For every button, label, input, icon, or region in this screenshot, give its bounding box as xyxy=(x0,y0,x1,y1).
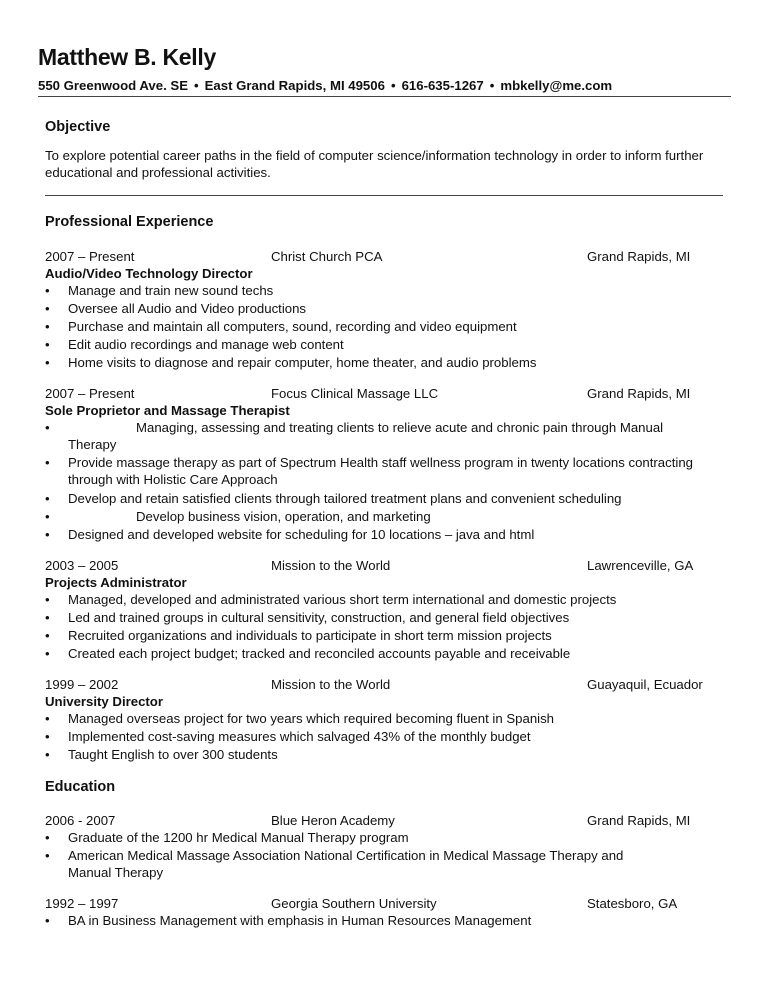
education-school: Blue Heron Academy xyxy=(271,813,395,828)
list-item: • American Medical Massage Association National Certification in Medical Massage Therapy and Manual Therapy xyxy=(45,847,658,881)
list-item: • Recruited organizations and individuals to participate in short term mission projects xyxy=(45,627,745,644)
education-location: Grand Rapids, MI xyxy=(587,813,691,828)
job-entry xyxy=(45,676,745,763)
job-location: Guayaquil, Ecuador xyxy=(587,677,703,693)
list-item: • Graduate of the 1200 hr Medical Manual Therapy program xyxy=(45,829,745,846)
list-item: • Edit audio recordings and manage web content xyxy=(45,336,745,353)
list-item: • BA in Business Management with emphasis in Human Resources Management xyxy=(45,912,745,929)
bullet-separator: • xyxy=(390,78,396,93)
section-title-objective: Objective xyxy=(45,119,111,135)
job-header xyxy=(45,248,745,265)
header-divider xyxy=(38,96,731,97)
job-location: Grand Rapids, MI xyxy=(587,249,691,264)
job-bullets xyxy=(45,591,745,662)
list-item: • Manage and train new sound techs xyxy=(45,282,745,299)
job-bullets xyxy=(45,419,745,542)
section-title-experience: Professional Experience xyxy=(45,214,214,230)
job-entry xyxy=(45,385,745,542)
education-bullets xyxy=(45,829,745,881)
objective-divider xyxy=(45,195,723,196)
job-header xyxy=(45,557,745,574)
job-organization: Mission to the World xyxy=(271,677,391,693)
applicant-name: Matthew B. Kelly xyxy=(38,44,216,70)
job-location: Lawrenceville, GA xyxy=(587,557,694,573)
job-dates: 1999 – 2002 xyxy=(45,677,119,693)
job-title: Audio/Video Technology Director xyxy=(45,266,253,281)
list-item: • Managed, developed and administrated various short term international and domestic projects xyxy=(45,591,745,608)
job-organization: Mission to the World xyxy=(271,557,391,573)
job-header xyxy=(45,676,745,693)
job-dates: 2003 – 2005 xyxy=(45,557,119,573)
education-entry xyxy=(45,812,745,881)
list-item: • Managing, assessing and treating clients to relieve acute and chronic pain through Manual Therapy xyxy=(45,419,708,453)
list-item: • Provide massage therapy as part of Spectrum Health staff wellness program in twenty locations contracting through with Holistic Care Approach xyxy=(45,454,728,488)
section-title-education: Education xyxy=(45,779,116,795)
list-item: • Implemented cost-saving measures which salvaged 43% of the monthly budget xyxy=(45,728,745,745)
objective-text: To explore potential career paths in the field of computer science/information technology in order to inform further educational and professional activities. xyxy=(45,148,704,180)
experience-section xyxy=(45,214,745,764)
contact-email[interactable]: mbkelly@me.com xyxy=(500,78,613,93)
contact-line xyxy=(38,78,612,93)
list-item: • Home visits to diagnose and repair computer, home theater, and audio problems xyxy=(45,354,745,371)
education-location: Statesboro, GA xyxy=(587,896,678,912)
list-item: • Created each project budget; tracked and reconciled accounts payable and receivable xyxy=(45,645,745,662)
job-title: Sole Proprietor and Massage Therapist xyxy=(45,403,290,419)
job-header xyxy=(45,385,745,402)
education-dates: 1992 – 1997 xyxy=(45,896,119,912)
job-title: Projects Administrator xyxy=(45,574,187,590)
job-organization: Focus Clinical Massage LLC xyxy=(271,386,439,402)
education-header xyxy=(45,812,745,829)
job-title: University Director xyxy=(45,694,163,710)
job-dates: 2007 – Present xyxy=(45,386,135,402)
list-item: • Managed overseas project for two years which required becoming fluent in Spanish xyxy=(45,710,745,727)
bullet-separator: • xyxy=(489,78,495,93)
education-section xyxy=(45,779,745,930)
contact-city: East Grand Rapids, MI 49506 xyxy=(204,78,385,93)
job-organization: Christ Church PCA xyxy=(271,249,383,264)
job-bullets xyxy=(45,282,745,371)
list-item: • Designed and developed website for scheduling for 10 locations – java and html xyxy=(45,526,745,543)
list-item: • Led and trained groups in cultural sensitivity, construction, and general field objectives xyxy=(45,609,745,626)
objective-section xyxy=(45,119,745,181)
contact-address: 550 Greenwood Ave. SE xyxy=(38,78,189,93)
list-item: • Oversee all Audio and Video productions xyxy=(45,300,745,317)
education-bullets xyxy=(45,912,745,929)
bullet-separator: • xyxy=(194,78,199,93)
contact-phone: 616-635-1267 xyxy=(401,78,484,93)
list-item: • Taught English to over 300 students xyxy=(45,746,745,763)
education-header xyxy=(45,895,745,912)
list-item: • Purchase and maintain all computers, sound, recording and video equipment xyxy=(45,318,745,335)
education-school: Georgia Southern University xyxy=(271,896,437,912)
job-entry xyxy=(45,248,745,371)
education-dates: 2006 - 2007 xyxy=(45,813,116,828)
job-bullets xyxy=(45,710,745,763)
job-dates: 2007 – Present xyxy=(45,249,135,264)
job-location: Grand Rapids, MI xyxy=(587,386,691,402)
education-entry xyxy=(45,895,745,929)
list-item: • Develop business vision, operation, and marketing xyxy=(45,508,745,525)
list-item: • Develop and retain satisfied clients through tailored treatment plans and convenient scheduling xyxy=(45,490,745,507)
job-entry xyxy=(45,557,745,662)
